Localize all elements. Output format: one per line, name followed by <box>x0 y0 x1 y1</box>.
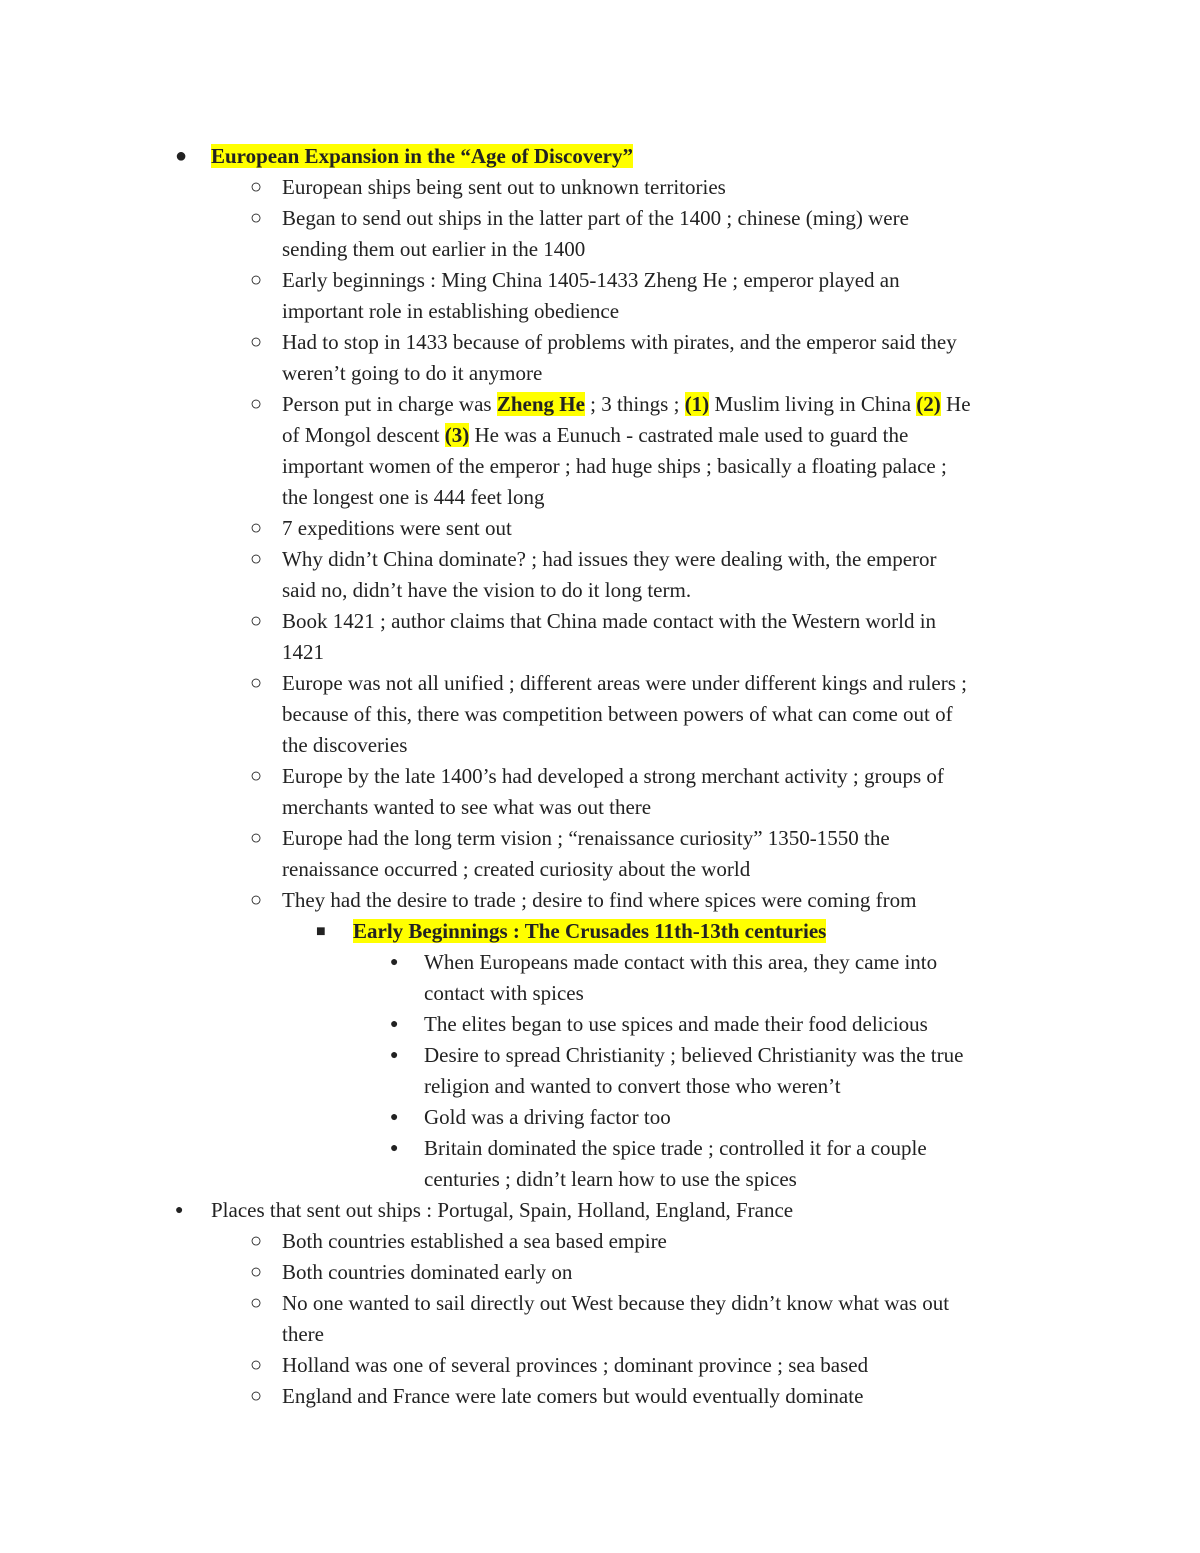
bullet-marker: ● <box>390 1017 399 1032</box>
bullet-marker: ○ <box>250 889 263 911</box>
bullet-marker: ○ <box>250 765 263 787</box>
bullet-marker: ○ <box>250 1354 263 1376</box>
list-item: ○ England and France were late comers but would eventually dominate <box>282 1381 863 1412</box>
bullet-marker: ○ <box>250 517 263 539</box>
list-item: ● When Europeans made contact with this area, they came into contact with spices <box>424 947 937 1009</box>
list-item: ○ Began to send out ships in the latter part of the 1400 ; chinese (ming) were sending them out earlier in the 1400 <box>282 203 909 265</box>
bullet-marker: ● <box>175 145 188 167</box>
bullet-marker: ○ <box>250 1230 263 1252</box>
bullet-marker: ○ <box>250 827 263 849</box>
bullet-marker: ○ <box>250 269 263 291</box>
bullet-marker: ○ <box>250 672 263 694</box>
list-item: ○ Both countries dominated early on <box>282 1257 572 1288</box>
list-item: ○ Early beginnings : Ming China 1405-1433 Zheng He ; emperor played an important role in establishing obedience <box>282 265 900 327</box>
list-item: ○ Person put in charge was Zheng He ; 3 things ; (1) Muslim living in China (2) He of Mongol descent (3) He was a Eunuch - castrated male used to guard the important women of the emperor ; had huge ships ; basically a floating palace ; the longest one is 444 feet long <box>282 389 971 513</box>
list-item: ○ Had to stop in 1433 because of problems with pirates, and the emperor said they weren’t going to do it anymore <box>282 327 957 389</box>
section-heading: Places that sent out ships : Portugal, Spain, Holland, England, France <box>211 1198 794 1222</box>
bullet-marker: ○ <box>250 610 263 632</box>
list-item: ○ Why didn’t China dominate? ; had issues they were dealing with, the emperor said no, didn’t have the vision to do it long term. <box>282 544 937 606</box>
subsection-heading: Early Beginnings : The Crusades 11th-13th centuries <box>353 919 827 943</box>
list-item: ○ Europe had the long term vision ; “renaissance curiosity” 1350-1550 the renaissance occurred ; created curiosity about the world <box>282 823 890 885</box>
list-item <box>175 1195 794 1226</box>
list-item: ○ European ships being sent out to unknown territories <box>282 172 726 203</box>
list-item: ○ Europe by the late 1400’s had developed a strong merchant activity ; groups of merchants wanted to see what was out there <box>282 761 944 823</box>
bullet-marker: ■ <box>316 923 326 940</box>
bullet-marker: ○ <box>250 1261 263 1283</box>
bullet-marker: ○ <box>250 331 263 353</box>
list-item: ● Desire to spread Christianity ; believed Christianity was the true religion and wanted to convert those who weren’t <box>424 1040 963 1102</box>
list-item <box>316 916 827 947</box>
bullet-marker: ○ <box>250 393 263 415</box>
bullet-marker: ● <box>390 1048 399 1063</box>
bullet-marker: ● <box>390 955 399 970</box>
list-item <box>175 141 633 172</box>
section-heading: European Expansion in the “Age of Discovery” <box>211 144 633 168</box>
list-item: ○ 7 expeditions were sent out <box>282 513 512 544</box>
highlight-number: (2) <box>916 392 941 416</box>
bullet-marker: ○ <box>250 207 263 229</box>
list-item: ● Britain dominated the spice trade ; controlled it for a couple centuries ; didn’t learn how to use the spices <box>424 1133 927 1195</box>
highlight-number: (3) <box>444 423 470 447</box>
highlight-number: (1) <box>684 392 710 416</box>
bullet-marker: ○ <box>250 1292 263 1314</box>
list-item: ○ Both countries established a sea based empire <box>282 1226 667 1257</box>
highlight-zheng-he: Zheng He <box>496 392 585 416</box>
list-item: ○ Holland was one of several provinces ; dominant province ; sea based <box>282 1350 868 1381</box>
list-item: ● The elites began to use spices and made their food delicious <box>424 1009 928 1040</box>
bullet-marker: ● <box>390 1141 399 1156</box>
list-item: ● Gold was a driving factor too <box>424 1102 671 1133</box>
bullet-marker: ● <box>390 1110 399 1125</box>
bullet-marker: ○ <box>250 176 263 198</box>
list-item: ○ Book 1421 ; author claims that China made contact with the Western world in 1421 <box>282 606 936 668</box>
list-item: ○ Europe was not all unified ; different areas were under different kings and rulers ; because of this, there was competition between powers of what can come out of the discoveries <box>282 668 967 761</box>
list-item: ○ No one wanted to sail directly out West because they didn’t know what was out there <box>282 1288 949 1350</box>
bullet-marker: ○ <box>250 1385 263 1407</box>
list-item: ○ They had the desire to trade ; desire to find where spices were coming from <box>282 885 916 916</box>
bullet-marker: ○ <box>250 548 263 570</box>
bullet-marker: ● <box>175 1203 184 1218</box>
